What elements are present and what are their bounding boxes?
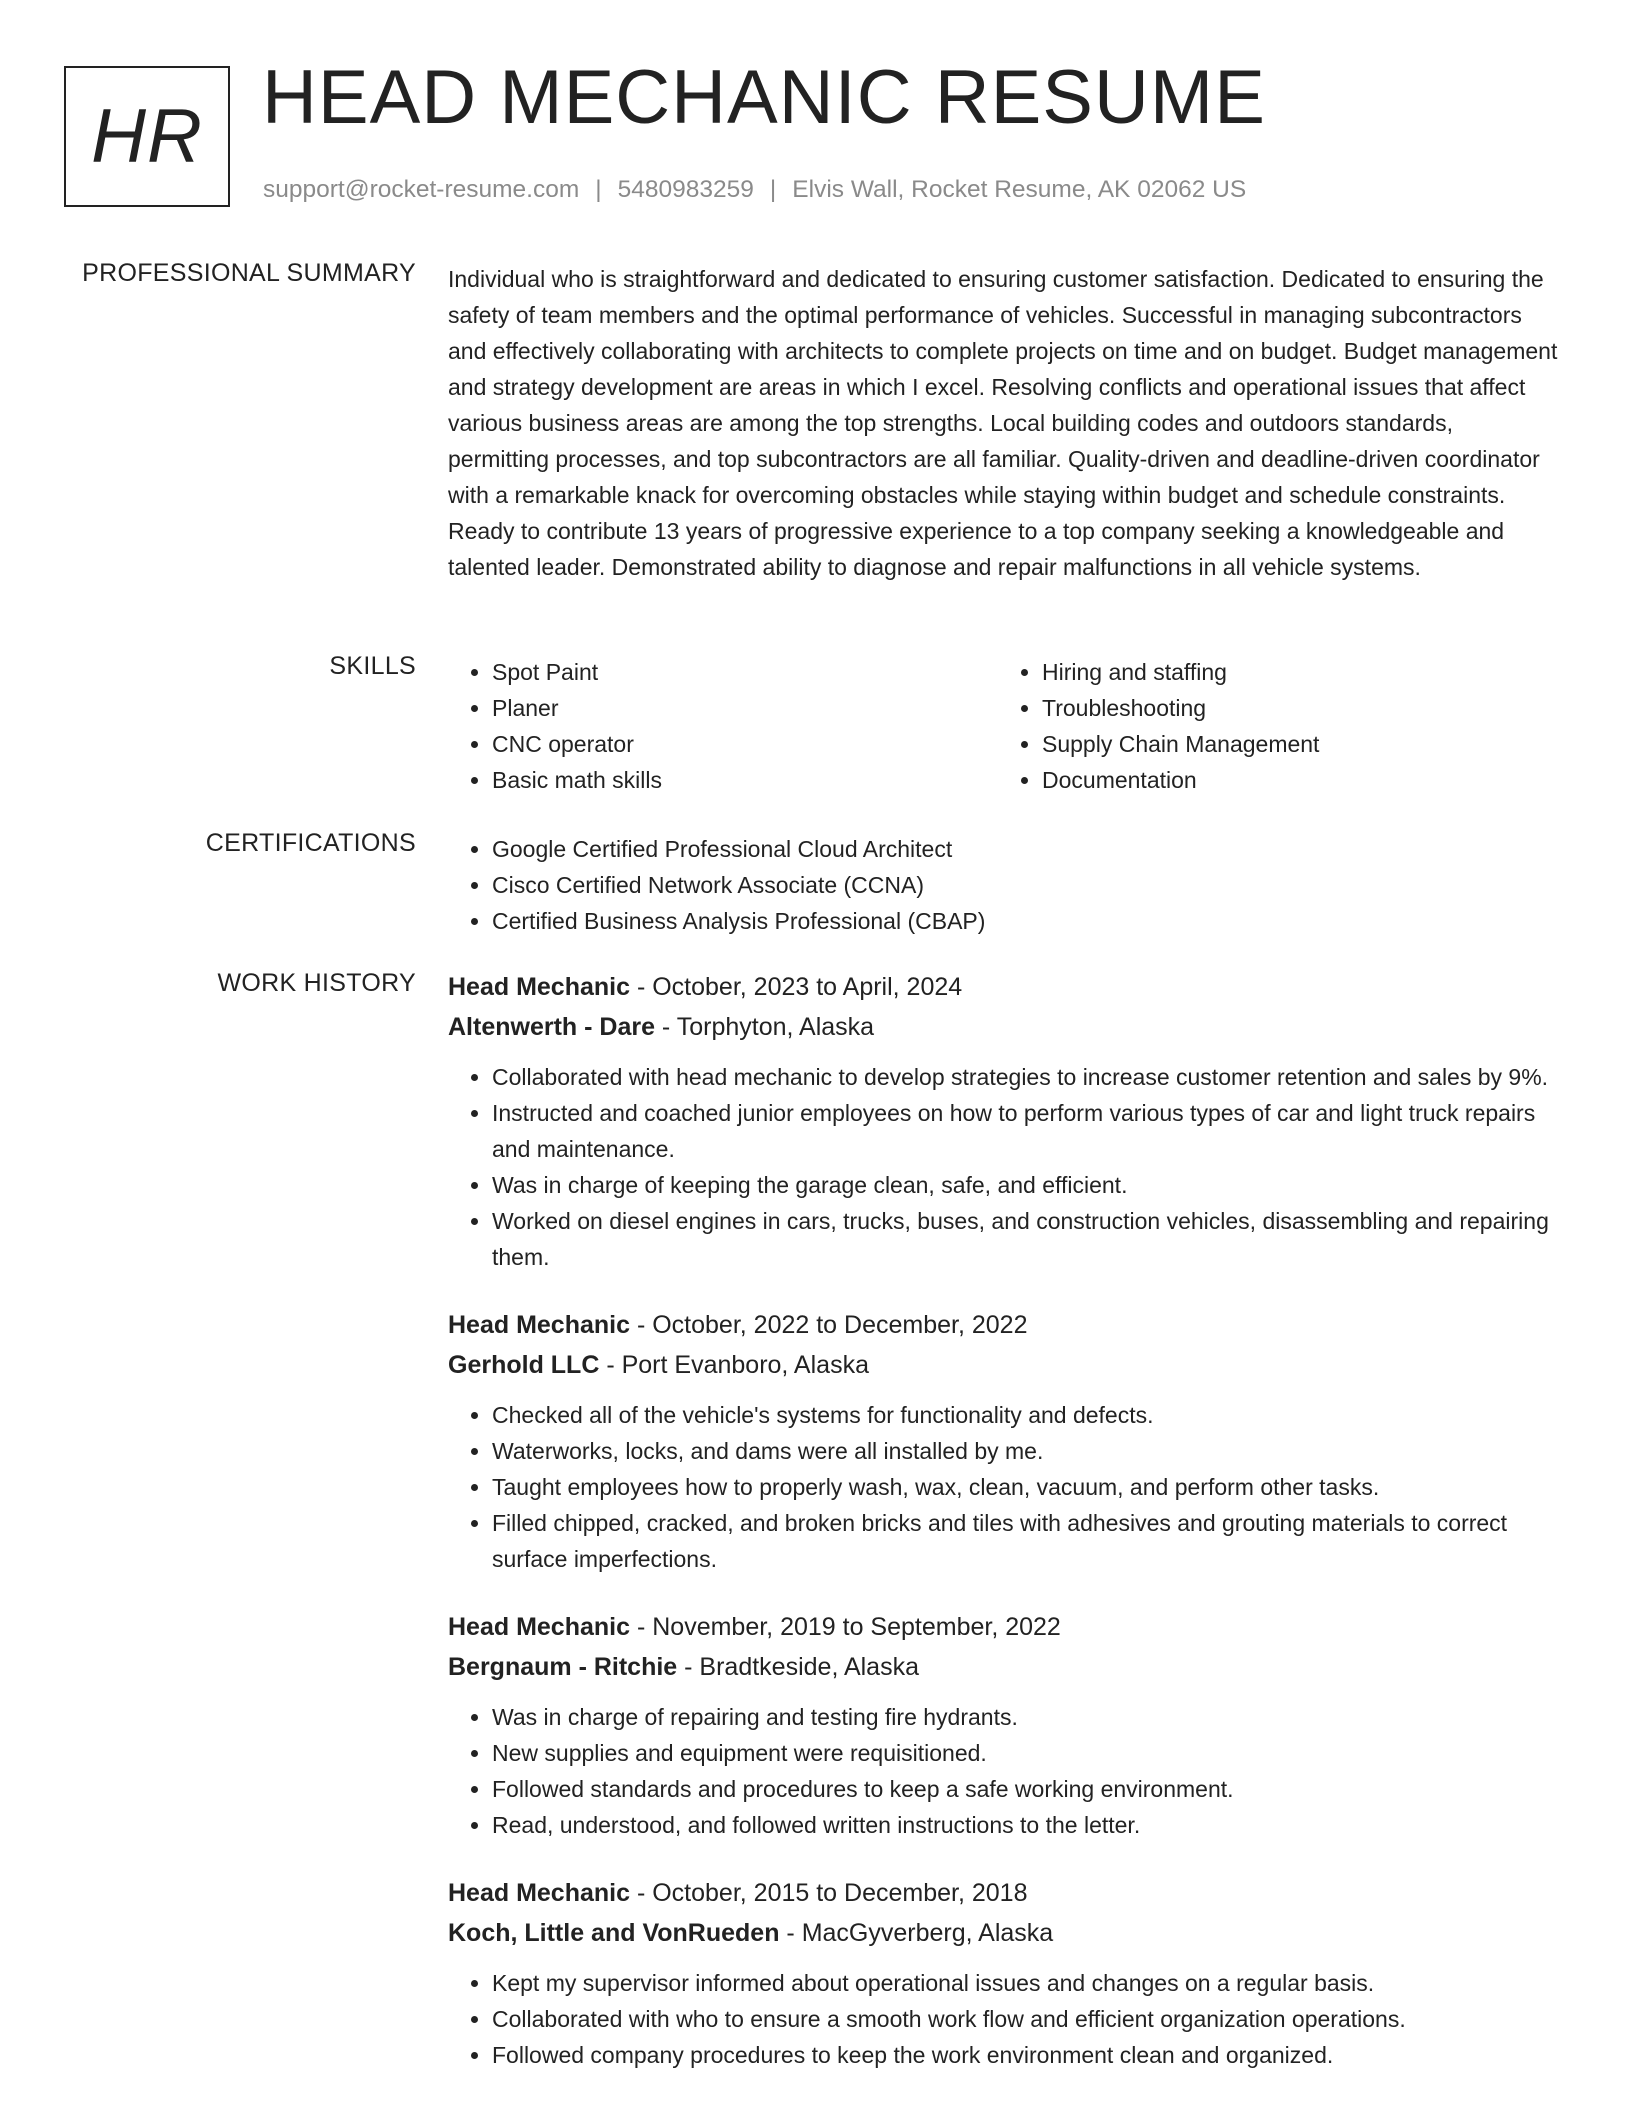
monogram-box: [64, 66, 230, 207]
job-company: Altenwerth - Dare: [448, 1013, 655, 1041]
contact-line: [263, 176, 1246, 204]
skills-column-right: [998, 654, 1548, 798]
section-label-work-history: WORK HISTORY: [217, 969, 416, 997]
skills-column-left: [448, 654, 998, 798]
certification-item: • Google Certified Professional Cloud Architect: [492, 831, 1558, 867]
certification-item: • Certified Business Analysis Professional (CBAP): [492, 903, 1558, 939]
job-dates: - October, 2022 to December, 2022: [630, 1311, 1028, 1339]
job-bullet: • Collaborated with head mechanic to develop strategies to increase customer retention and sales by 9%.: [492, 1059, 1558, 1095]
job-entry: [448, 967, 1558, 1275]
contact-email[interactable]: support@rocket-resume.com: [263, 176, 580, 203]
job-bullet: • Was in charge of keeping the garage clean, safe, and efficient.: [492, 1167, 1558, 1203]
job-entry: [448, 1607, 1558, 1843]
certification-item: • Cisco Certified Network Associate (CCNA): [492, 867, 1558, 903]
job-bullet: • Filled chipped, cracked, and broken bricks and tiles with adhesives and grouting materials to correct surface imperfections.: [492, 1505, 1558, 1577]
job-title: Head Mechanic: [448, 1311, 631, 1339]
job-title-line: [448, 1873, 1558, 1913]
job-location: - Port Evanboro, Alaska: [599, 1351, 869, 1379]
job-company: Gerhold LLC: [448, 1351, 600, 1379]
contact-address: Elvis Wall, Rocket Resume, AK 02062 US: [792, 176, 1247, 203]
skill-item: • Supply Chain Management: [1042, 726, 1548, 762]
job-bullet: • Followed standards and procedures to keep a safe working environment.: [492, 1771, 1558, 1807]
job-dates: - November, 2019 to September, 2022: [630, 1613, 1061, 1641]
job-bullet: • Checked all of the vehicle's systems for functionality and defects.: [492, 1397, 1558, 1433]
job-bullet: • Kept my supervisor informed about operational issues and changes on a regular basis.: [492, 1965, 1558, 2001]
job-bullet: • Followed company procedures to keep the work environment clean and organized.: [492, 2037, 1558, 2073]
job-entry: [448, 1873, 1558, 2073]
job-location: - Bradtkeside, Alaska: [677, 1653, 919, 1681]
job-company-line: [448, 1913, 1558, 1953]
skill-item: • Documentation: [1042, 762, 1548, 798]
job-company: Koch, Little and VonRueden: [448, 1919, 780, 1947]
skill-item: • Hiring and staffing: [1042, 654, 1548, 690]
job-bullet: • Waterworks, locks, and dams were all installed by me.: [492, 1433, 1558, 1469]
job-location: - Torphyton, Alaska: [654, 1013, 875, 1041]
job-title: Head Mechanic: [448, 1879, 631, 1907]
job-company-line: [448, 1345, 1558, 1385]
job-company: Bergnaum - Ritchie: [448, 1653, 678, 1681]
section-label-skills: SKILLS: [329, 652, 416, 680]
skill-item: • Basic math skills: [492, 762, 998, 798]
section-label-certifications: CERTIFICATIONS: [205, 829, 416, 857]
skill-item: • Spot Paint: [492, 654, 998, 690]
job-location: - MacGyverberg, Alaska: [779, 1919, 1054, 1947]
job-bullet: • Worked on diesel engines in cars, trucks, buses, and construction vehicles, disassembling and repairing them.: [492, 1203, 1558, 1275]
job-dates: - October, 2015 to December, 2018: [630, 1879, 1028, 1907]
job-dates: - October, 2023 to April, 2024: [630, 973, 963, 1001]
contact-separator: |: [769, 176, 777, 203]
job-title-line: [448, 967, 1558, 1007]
job-company-line: [448, 1647, 1558, 1687]
contact-phone[interactable]: 5480983259: [617, 176, 754, 203]
contact-separator: |: [595, 176, 602, 203]
skill-item: • Troubleshooting: [1042, 690, 1548, 726]
job-bullet: • Taught employees how to properly wash, wax, clean, vacuum, and perform other tasks.: [492, 1469, 1558, 1505]
section-label-summary: PROFESSIONAL SUMMARY: [82, 259, 416, 287]
summary-text: Individual who is straightforward and dedicated to ensuring customer satisfaction. Dedicated to ensuring the safety of team members and the optimal performance of vehicles. Successful in managing subcontractors and effectively collaborating with architects to complete projects on time and on budget. Budget management and strategy development are areas in which I excel. Resolving conflicts and operational issues that affect various business areas are among the top strengths. Local building codes and outdoors standards, permitting processes, and top subcontractors are all familiar. Quality-driven and deadline-driven coordinator with a remarkable knack for overcoming obstacles while staying within budget and schedule constraints. Ready to contribute 13 years of progressive experience to a top company seeking a knowledgeable and talented leader. Demonstrated ability to diagnose and repair malfunctions in all vehicle systems.: [448, 266, 1558, 580]
page-title: HEAD MECHANIC RESUME: [262, 55, 1266, 140]
job-bullet: • Instructed and coached junior employees on how to perform various types of car and light truck repairs and maintenance.: [492, 1095, 1558, 1167]
job-bullet: • Was in charge of repairing and testing fire hydrants.: [492, 1699, 1558, 1735]
skill-item: • Planer: [492, 690, 998, 726]
job-bullet: • New supplies and equipment were requisitioned.: [492, 1735, 1558, 1771]
monogram-initials: HR: [91, 94, 203, 179]
skill-item: • CNC operator: [492, 726, 998, 762]
job-bullet: • Read, understood, and followed written instructions to the letter.: [492, 1807, 1558, 1843]
job-company-line: [448, 1007, 1558, 1047]
job-title: Head Mechanic: [448, 973, 631, 1001]
skills-grid: [448, 654, 1558, 798]
job-title: Head Mechanic: [448, 1613, 631, 1641]
job-entry: [448, 1305, 1558, 1577]
job-title-line: [448, 1607, 1558, 1647]
job-title-line: [448, 1305, 1558, 1345]
job-bullet: • Collaborated with who to ensure a smooth work flow and efficient organization operations.: [492, 2001, 1558, 2037]
